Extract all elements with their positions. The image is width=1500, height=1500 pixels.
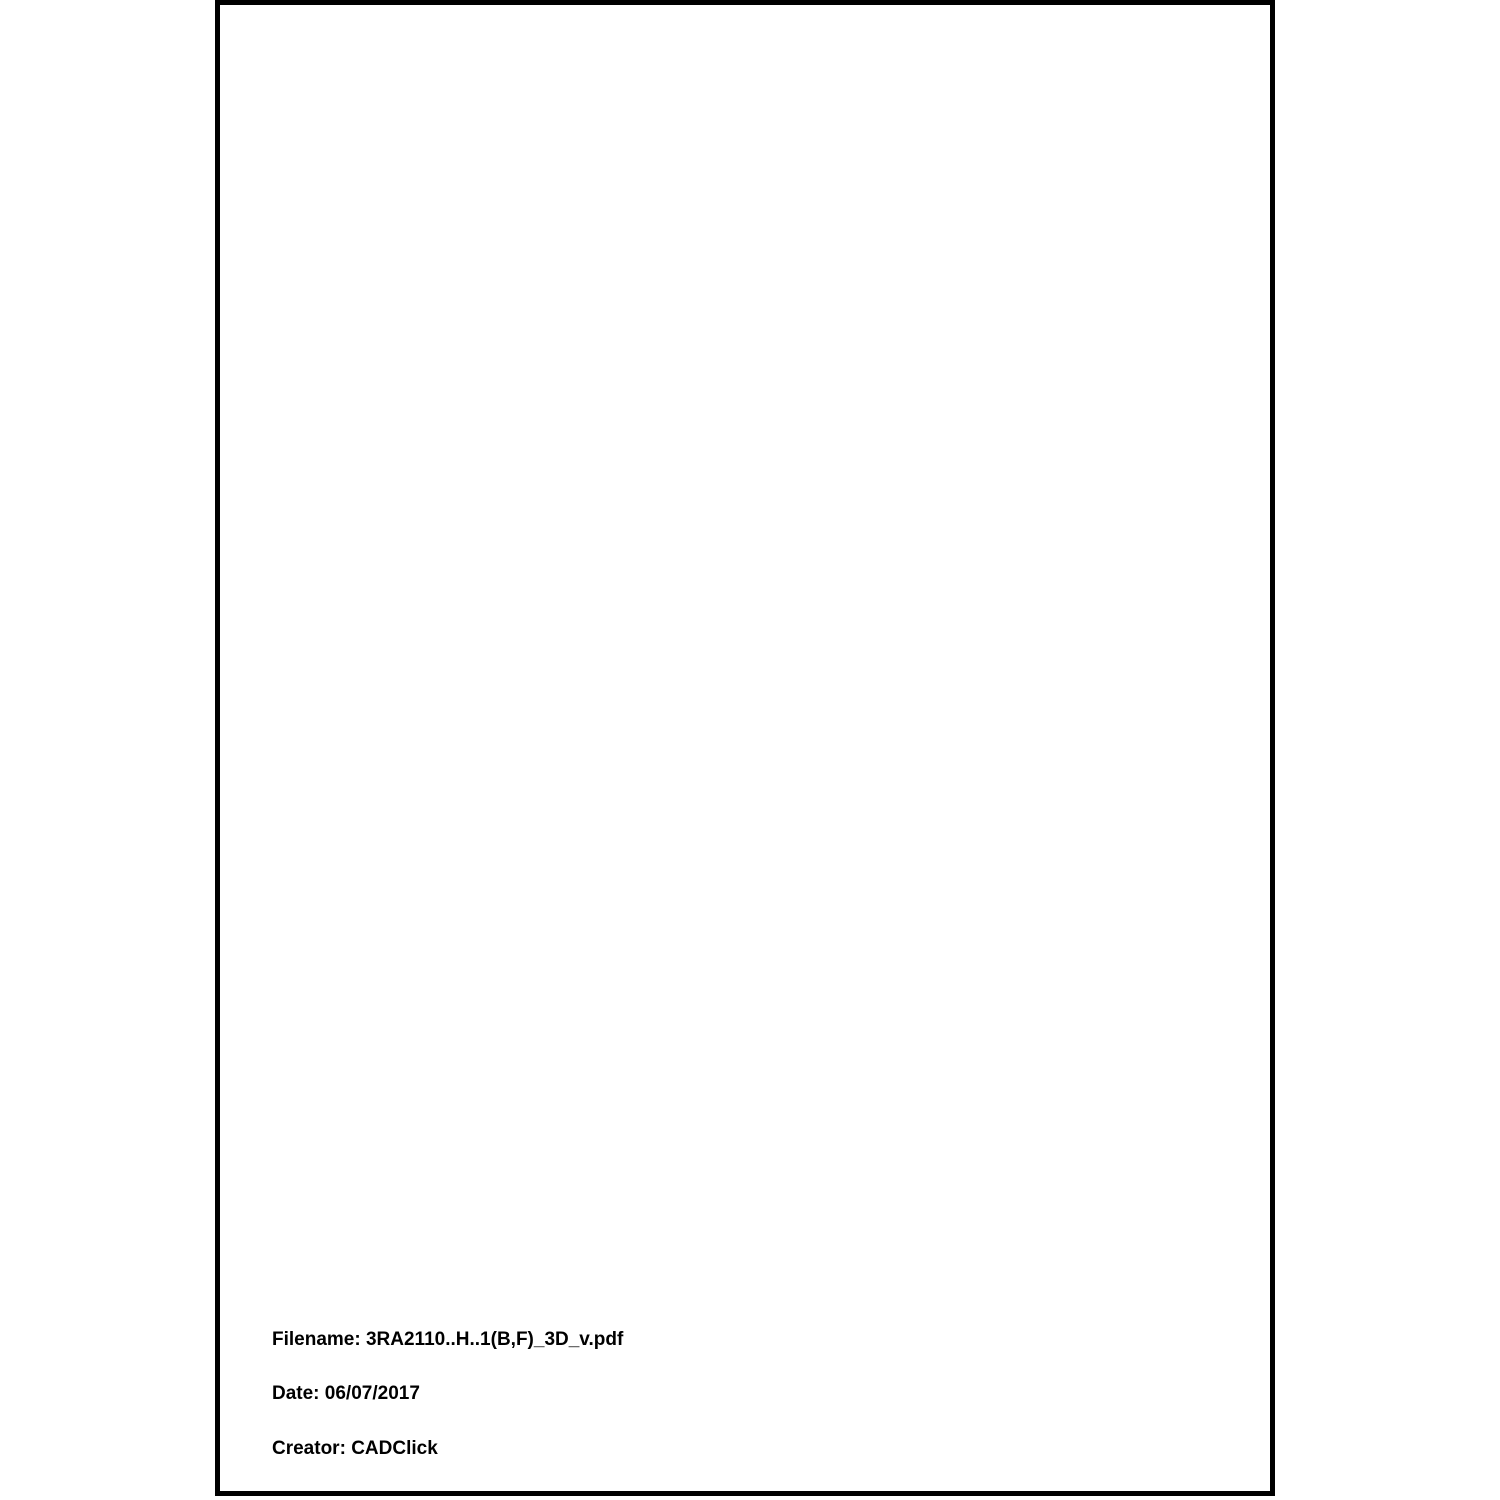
date-value: 06/07/2017 <box>324 1383 420 1405</box>
document-sheet <box>215 0 1275 1496</box>
creator-line <box>272 1438 1172 1461</box>
date-label: Date: <box>272 1383 320 1405</box>
date-line <box>272 1383 1172 1406</box>
filename-label: Filename: <box>272 1328 361 1350</box>
blank-drawing-area <box>220 5 1270 1305</box>
document-metadata <box>272 1329 1172 1461</box>
document-body <box>220 5 1270 1491</box>
filename-line <box>272 1329 1172 1352</box>
creator-label: Creator: <box>272 1438 346 1460</box>
creator-value: CADClick <box>351 1438 438 1460</box>
filename-value: 3RA2110..H..1(B,F)_3D_v.pdf <box>365 1328 624 1350</box>
